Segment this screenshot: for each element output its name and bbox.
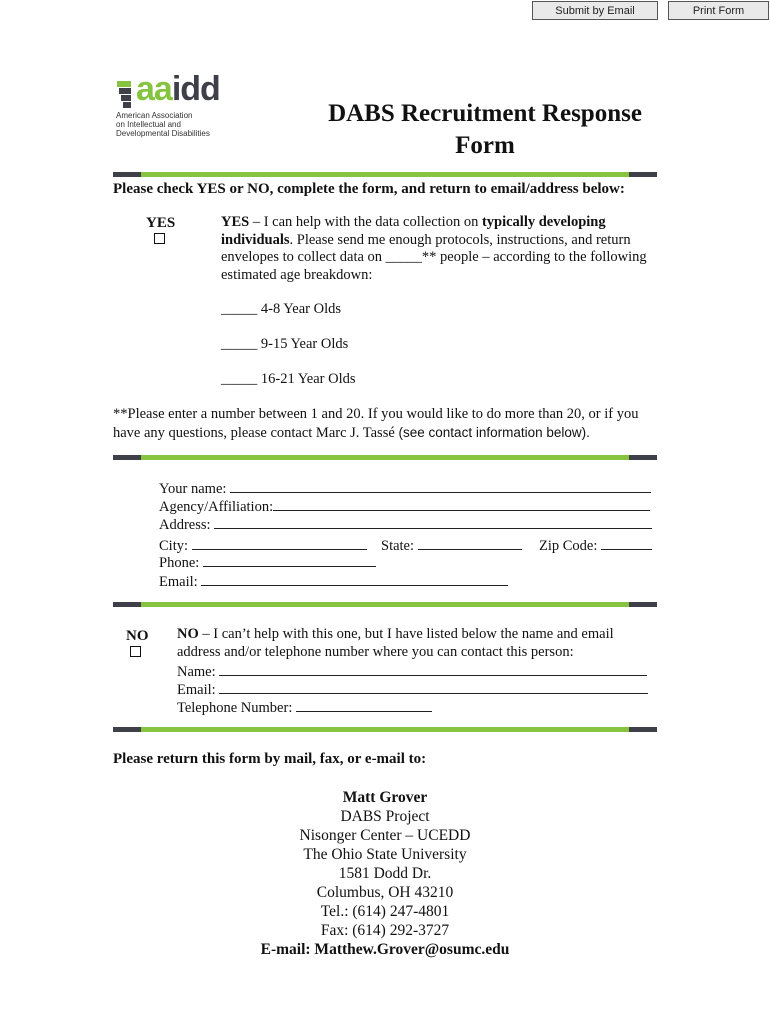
your-name-field[interactable] — [159, 479, 651, 498]
print-form-button[interactable]: Print Form — [668, 1, 769, 20]
state-label: State: — [381, 538, 415, 554]
divider — [113, 602, 657, 607]
title-line-1: DABS Recruitment Response — [328, 100, 642, 127]
age-field-16-21[interactable]: _____ 16-21 Year Olds — [221, 371, 356, 387]
number-note — [113, 406, 658, 442]
no-lead: NO — [177, 626, 199, 642]
address-line: Columbus, OH 43210 — [316, 884, 454, 901]
city-label: City: — [159, 538, 189, 554]
address-line: DABS Project — [340, 808, 430, 825]
referral-telephone-field[interactable] — [177, 698, 432, 717]
zip-code-field[interactable] — [539, 536, 652, 555]
logo-wordmark-idd: idd — [171, 70, 220, 108]
yes-text-bold: typically developing individuals — [221, 214, 606, 248]
state-field[interactable] — [381, 536, 522, 555]
zip-code-label: Zip Code: — [539, 538, 598, 554]
yes-description — [221, 214, 657, 284]
email-label: Email: — [159, 574, 198, 590]
logo-wordmark-a: aa — [136, 70, 172, 108]
contact-name: Matt Grover — [342, 789, 428, 806]
address-label: Address: — [159, 517, 211, 533]
yes-text-a: – I can help with the data collection on — [249, 214, 482, 230]
referral-email-field[interactable] — [177, 680, 648, 699]
phone-field[interactable] — [159, 553, 376, 572]
logo-tagline-1: American Association — [116, 111, 193, 120]
no-description — [177, 626, 647, 661]
note-contact-ref: (see contact information below). — [394, 424, 590, 440]
yes-lead: YES — [221, 214, 250, 230]
yes-text-b: . Please send me enough protocols, instructions, and return envelopes to collect data on _____** people – according to the following estimated age breakdown: — [221, 231, 647, 283]
divider — [113, 172, 657, 177]
address-line: Nisonger Center – UCEDD — [299, 827, 471, 844]
telephone-line: Tel.: (614) 247-4801 — [320, 903, 450, 920]
agency-label: Agency/Affiliation: — [159, 499, 274, 515]
note-text: **Please enter a number between 1 and 20. If you would like to do more than 20, or if you have any questions, please contact Marc J. Tassé — [113, 406, 639, 441]
no-text: – I can’t help with this one, but I have listed below the name and email address and/or telephone number where you can contact this person: — [177, 626, 614, 660]
phone-label: Phone: — [159, 555, 200, 571]
age-field-4-8[interactable]: _____ 4-8 Year Olds — [221, 301, 342, 317]
fax-line: Fax: (614) 292-3727 — [320, 922, 450, 939]
logo-tagline-3: Developmental Disabilities — [116, 129, 210, 138]
page-title — [300, 98, 670, 162]
your-name-label: Your name: — [159, 481, 227, 497]
instructions: Please check YES or NO, complete the form, and return to email/address below: — [113, 181, 625, 197]
referral-name-field[interactable] — [177, 662, 647, 681]
title-line-2: Form — [455, 132, 515, 159]
divider — [113, 455, 657, 460]
divider — [113, 727, 657, 732]
contact-email: E-mail: Matthew.Grover@osumc.edu — [260, 941, 510, 958]
logo-tagline-2: on Intellectual and — [116, 120, 181, 129]
aaidd-logo — [113, 72, 253, 142]
address-field[interactable] — [159, 515, 652, 534]
yes-label: YES — [146, 215, 176, 231]
referral-telephone-label: Telephone Number: — [177, 700, 293, 716]
agency-field[interactable] — [159, 497, 650, 516]
address-line: 1581 Dodd Dr. — [338, 865, 432, 882]
submit-by-email-button[interactable]: Submit by Email — [532, 1, 658, 20]
referral-name-label: Name: — [177, 664, 216, 680]
no-checkbox[interactable] — [130, 646, 141, 657]
email-field[interactable] — [159, 572, 508, 591]
age-field-9-15[interactable]: _____ 9-15 Year Olds — [221, 336, 349, 352]
address-line: The Ohio State University — [303, 846, 467, 863]
return-heading: Please return this form by mail, fax, or e-mail to: — [113, 751, 427, 767]
yes-checkbox[interactable] — [154, 233, 165, 244]
referral-email-label: Email: — [177, 682, 216, 698]
no-label: NO — [126, 628, 149, 644]
